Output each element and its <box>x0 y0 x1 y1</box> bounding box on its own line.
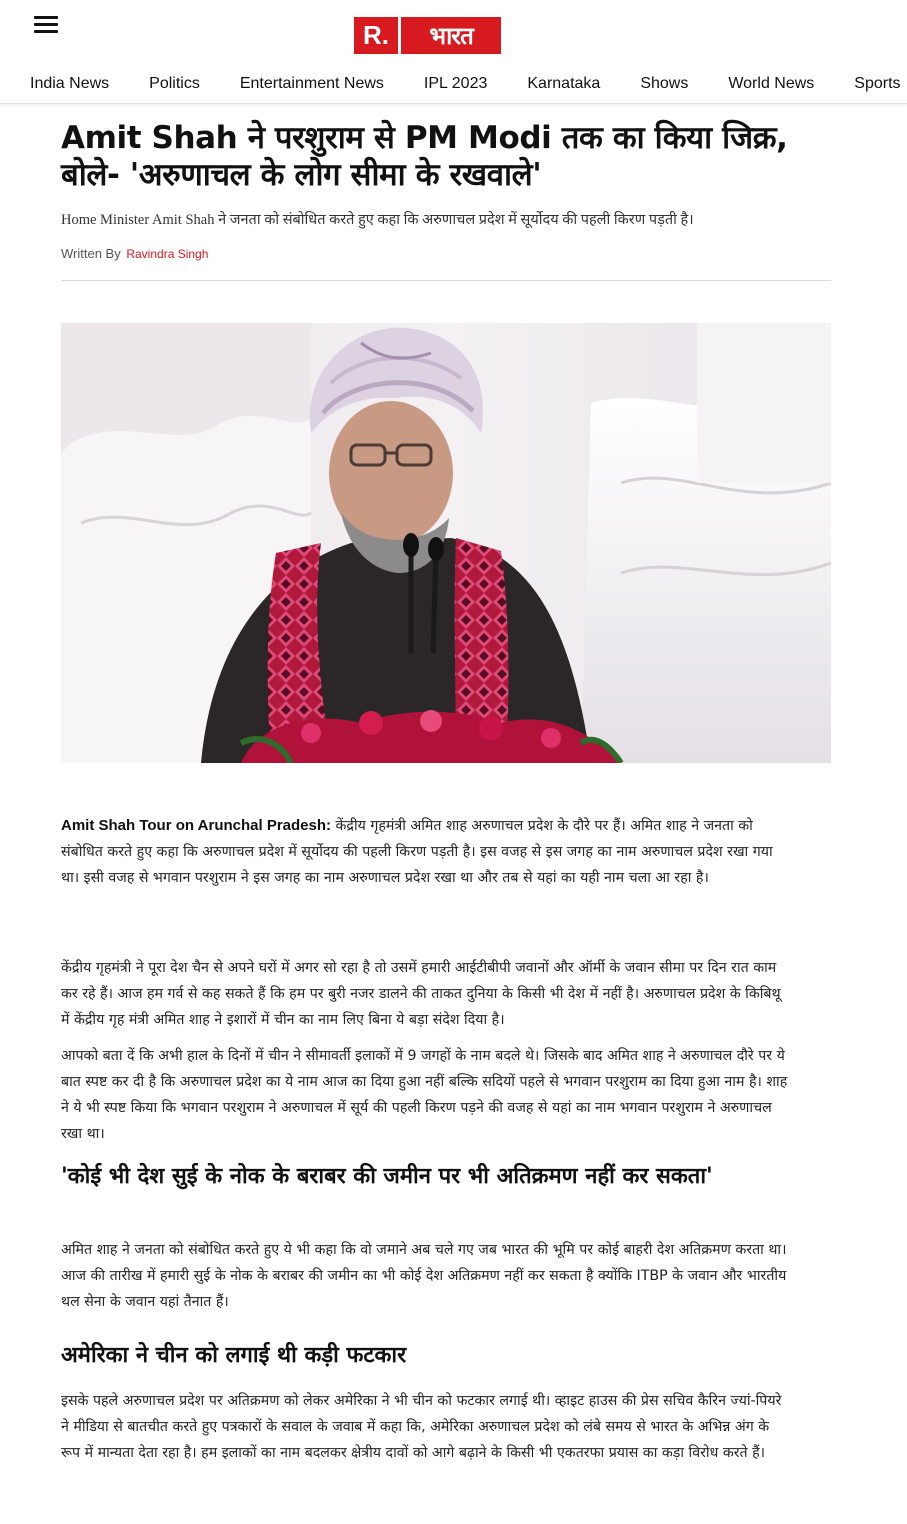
divider <box>61 280 831 281</box>
article-paragraph-3: आपको बता दें कि अभी हाल के दिनों में चीन ने सीमावर्ती इलाकों में 9 जगहों के नाम बदले थे। जिसके बाद अमित शाह ने अरुणाचल दौरे पर ये बात स्पष्ट कर दी है कि अरुणाचल प्रदेश का ये नाम आज का दिया हुआ नहीं बल्कि सदियों पहले से भगवान परशुराम का दिया हुआ नाम है। शाह ने ये भी स्पष्ट किया कि भगवान परशुराम ने अरुणाचल में सूर्य की पहली किरण पड़ने की वजह से यहां का नाम भगवान परशुराम ने अरुणाचल रखा था। <box>61 1048 788 1142</box>
nav-item-karnataka[interactable]: Karnataka <box>527 75 601 92</box>
author-link[interactable]: Ravindra Singh <box>126 247 209 261</box>
article-paragraph-4: अमित शाह ने जनता को संबोधित करते हुए ये भी कहा कि वो जमाने अब चले गए जब भारत की भूमि पर कोई बाहरी देश अतिक्रमण करता था। आज की तारीख में हमारी सुई के नोक के बराबर की जमीन का भी कोई देश अतिक्रमण नहीं कर सकता है क्योंकि ITBP के जवान और भारतीय थल सेना के जवान यहां तैनात हैं। <box>61 1242 787 1310</box>
article-header <box>61 120 831 281</box>
article-paragraph-2: केंद्रीय गृहमंत्री ने पूरा देश चैन से अपने घरों में अगर सो रहा है तो उसमें हमारी आईटीबीपी जवानों और ऑर्मी के जवान सीमा पर दिन रात काम कर रहे हैं। आज हम गर्व से कह सकते हैं कि हम पर बुरी नजर डालने की ताकत दुनिया के किसी भी देश में नहीं है। अरुणाचल प्रदेश के किबिथू में केंद्रीय गृह मंत्री अमित शाह ने इशारों में चीन का नाम लिए बिना ये बड़ा संदेश दिया है। <box>61 960 781 1028</box>
nav-item-world-news[interactable]: World News <box>728 75 815 92</box>
hamburger-menu-icon[interactable] <box>34 16 60 36</box>
site-logo[interactable] <box>354 17 501 54</box>
byline-label: Written By <box>61 246 121 261</box>
nav-item-shows[interactable]: Shows <box>640 75 689 92</box>
article-subheading-1: 'कोई भी देश सुई के नोक के बराबर की जमीन पर भी अतिक्रमण नहीं कर सकता' <box>61 1164 713 1189</box>
logo-prefix: R. <box>354 17 398 54</box>
article-standfirst: Home Minister Amit Shah ने जनता को संबोधित करते हुए कहा कि अरुणाचल प्रदेश में सूर्योदय की पहली किरण पड़ती है। <box>61 212 694 228</box>
nav-item-ipl-2023[interactable]: IPL 2023 <box>423 75 488 92</box>
top-bar <box>0 0 907 66</box>
logo-name: भारत <box>401 17 501 54</box>
nav-item-politics[interactable]: Politics <box>149 75 200 92</box>
nav-item-sports[interactable]: Sports <box>854 75 901 92</box>
article-subheading-2: अमेरिका ने चीन को लगाई थी कड़ी फटकार <box>61 1343 407 1368</box>
main-nav <box>0 66 907 104</box>
article-headline: Amit Shah ने परशुराम से PM Modi तक का किया जिक्र, बोले- 'अरुणाचल के लोग सीमा के रखवाले' <box>61 120 788 193</box>
article-paragraph-1 <box>61 813 791 891</box>
hero-image[interactable] <box>61 323 831 763</box>
nav-item-india-news[interactable]: India News <box>30 75 110 92</box>
paragraph-1-text: केंद्रीय गृहमंत्री अमित शाह अरुणाचल प्रदेश के दौरे पर हैं। अमित शाह ने जनता को संबोधित करते हुए कहा कि अरुणाचल प्रदेश में सूर्योदय की पहली किरण पड़ती है। इस वजह से इस जगह का नाम अरुणाचल प्रदेश रखा गया था। इसी वजह से भगवान परशुराम ने इस जगह का नाम अरुणाचल प्रदेश रखा था और तब से यहां का यही नाम चला आ रहा है। <box>61 818 773 886</box>
article-paragraph-5: इसके पहले अरुणाचल प्रदेश पर अतिक्रमण को लेकर अमेरिका ने भी चीन को फटकार लगाई थी। व्हाइट हाउस की प्रेस सचिव कैरिन ज्यां-पियरे ने मीडिया से बातचीत करते हुए पत्रकारों के सवाल के जवाब में कहा कि, अमेरिका अरुणाचल प्रदेश को लंबे समय से भारत के अभिन्न अंग के रूप में मान्यता देता रहा है। हम इलाकों का नाम बदलकर क्षेत्रीय दावों को आगे बढ़ाने के किसी भी एकतरफा प्रयास का कड़ा विरोध करते हैं। <box>61 1393 782 1461</box>
byline <box>61 246 831 261</box>
nav-item-entertainment-news[interactable]: Entertainment News <box>239 75 384 92</box>
paragraph-lead: Amit Shah Tour on Arunchal Pradesh: <box>61 817 332 834</box>
